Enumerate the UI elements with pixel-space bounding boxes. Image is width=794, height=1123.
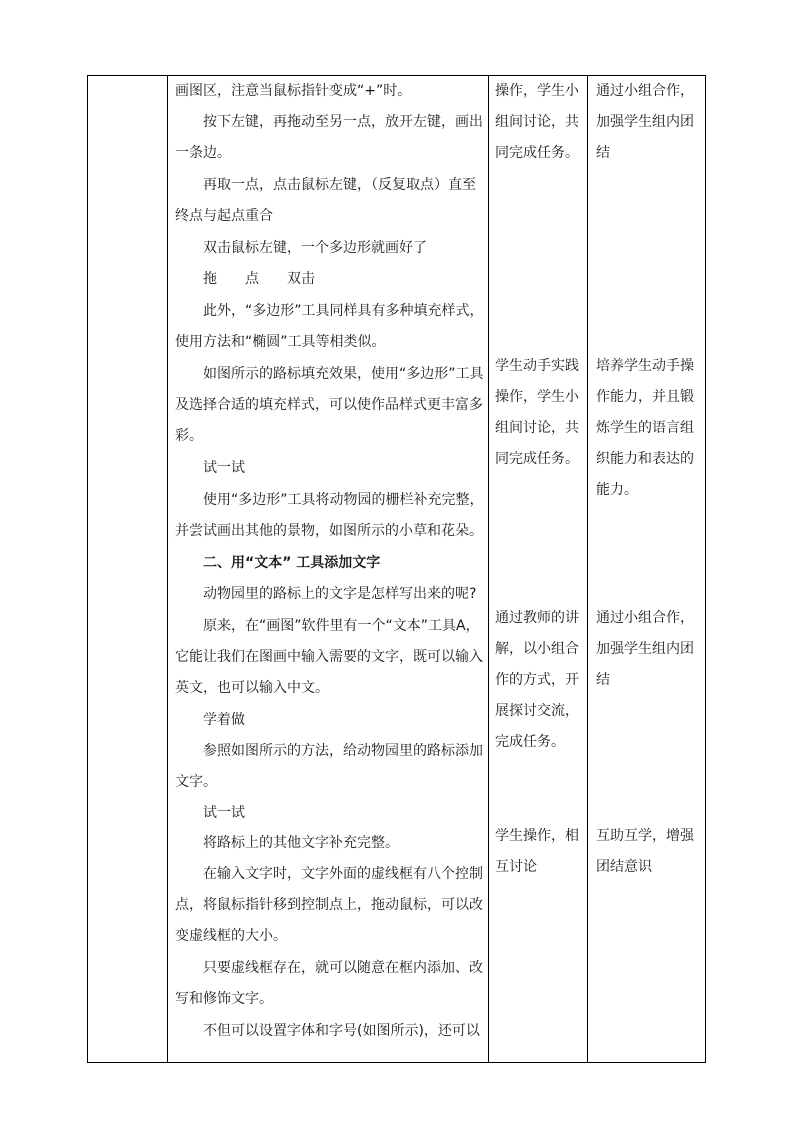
student-activity-text: 学生操作，相互讨论 xyxy=(495,828,579,875)
content-paragraph: 原来，在“画图”软件里有一个“文本”工具A，它能让我们在图画中输入需要的文字，既可以输入英文，也可以输入中文。 xyxy=(175,618,483,696)
content-paragraph: 不但可以设置字体和字号(如图所示)，还可以 xyxy=(175,1023,480,1039)
content-paragraph: 拖 点 双击 xyxy=(175,271,315,287)
content-paragraph: 学着做 xyxy=(175,712,245,728)
column-divider xyxy=(488,76,489,1062)
column-divider xyxy=(167,76,168,1062)
design-purpose-text: 通过小组合作，加强学生组内团结 xyxy=(596,83,694,161)
design-purpose-text: 互助互学，增强团结意识 xyxy=(596,828,694,875)
content-paragraph: 动物园里的路标上的文字是怎样写出来的呢? xyxy=(175,586,477,602)
content-paragraph: 再取一点，点击鼠标左键，（反复取点）直至终点与起点重合 xyxy=(175,177,476,224)
content-paragraph: 画图区，注意当鼠标指针变成“+”时。 xyxy=(175,83,412,99)
design-purpose-text: 通过小组合作，加强学生组内团结 xyxy=(596,610,694,688)
student-activity-text: 通过教师的讲解，以小组合作的方式，开展探讨交流，完成任务。 xyxy=(495,610,579,750)
lesson-plan-table xyxy=(87,75,706,1063)
content-paragraph: 此外，“多边形”工具同样具有多种填充样式，使用方法和“椭圆”工具等相类似。 xyxy=(175,303,484,350)
content-paragraph: 如图所示的路标填充效果，使用“多边形”工具及选择合适的填充样式，可以使作品样式更丰富多彩。 xyxy=(175,366,484,444)
content-paragraph: 在输入文字时，文字外面的虚线框有八个控制点，将鼠标指针移到控制点上，拖动鼠标，可以改变虚线框的大小。 xyxy=(175,866,483,944)
student-activity-text: 操作，学生小组间讨论，共同完成任务。 xyxy=(495,83,579,161)
design-purpose-text: 培养学生动手操作能力，并且锻炼学生的语言组织能力和表达的能力。 xyxy=(596,358,694,498)
content-paragraph: 只要虚线框存在，就可以随意在框内添加、改写和修饰文字。 xyxy=(175,960,483,1007)
content-paragraph: 参照如图所示的方法，给动物园里的路标添加文字。 xyxy=(175,743,483,790)
content-paragraph: 按下左键，再拖动至另一点，放开左键，画出一条边。 xyxy=(175,114,483,161)
content-paragraph: 将路标上的其他文字补充完整。 xyxy=(175,835,399,851)
student-activity-text: 学生动手实践操作，学生小组间讨论，共同完成任务。 xyxy=(495,358,579,467)
content-paragraph: 使用“多边形”工具将动物园的栅栏补充完整，并尝试画出其他的景物，如图所示的小草和花朵。 xyxy=(175,492,484,539)
content-paragraph: 试一试 xyxy=(175,805,245,821)
content-paragraph: 试一试 xyxy=(175,460,245,476)
column-divider xyxy=(587,76,588,1062)
content-paragraph: 双击鼠标左键，一个多边形就画好了 xyxy=(175,240,427,256)
section-heading: 二、用“文本” 工具添加文字 xyxy=(175,555,381,571)
